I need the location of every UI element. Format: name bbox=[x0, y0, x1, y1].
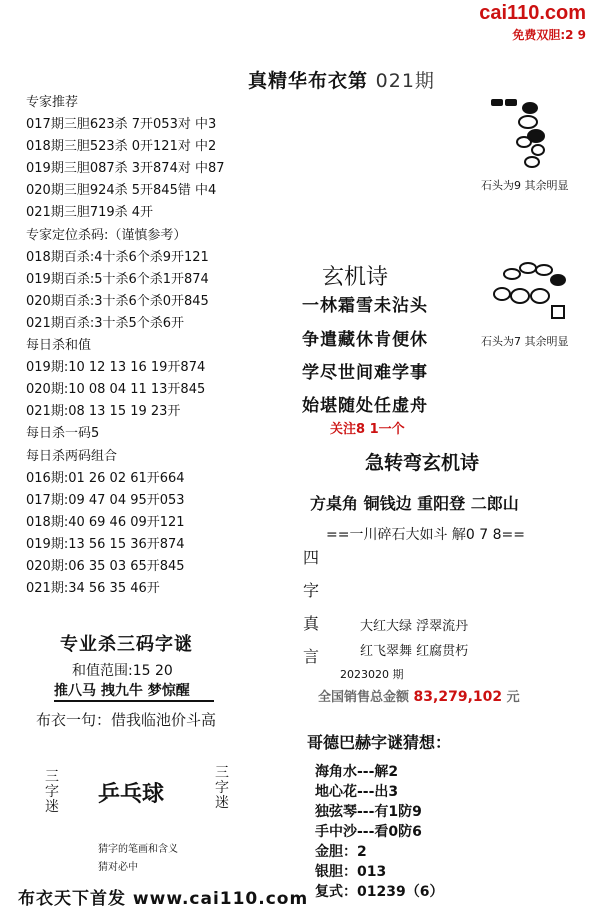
list-item: 专家推荐 bbox=[26, 95, 79, 110]
yiju-line: 布衣一句：借我临池价斗高 bbox=[36, 711, 217, 729]
guanzhu-text: 关注8 1一个 bbox=[330, 422, 405, 437]
gdbh-line: 金胆：2 bbox=[315, 844, 367, 860]
tui-line: 推八马 拽九牛 梦惊醒 bbox=[54, 680, 214, 702]
sales-issue: 2023020 期 bbox=[340, 668, 404, 681]
special-title: 专业杀三码字谜 bbox=[60, 634, 193, 655]
gdbh-line: 地心花---出3 bbox=[315, 784, 399, 800]
gdbh-line: 手中沙---看0防6 bbox=[315, 824, 422, 840]
list-item: 专家定位杀码:（谨慎参考） bbox=[26, 227, 187, 243]
list-item: 019期:13 56 15 36开874 bbox=[26, 536, 185, 552]
gdbh-line: 独弦琴---有1防9 bbox=[315, 804, 422, 820]
list-item: 017期三胆623杀 7开053对 中3 bbox=[26, 117, 217, 133]
left-list bbox=[26, 92, 276, 600]
list-item: 018期百杀:4十杀6个杀9开121 bbox=[26, 249, 209, 265]
list-item: 020期:10 08 04 11 13开845 bbox=[26, 382, 206, 398]
riddle-hint-1: 猜字的笔画和含义 bbox=[98, 844, 178, 855]
list-item: 019期百杀:5十杀6个杀1开874 bbox=[26, 271, 209, 287]
footer-text: 布衣天下首发 www.cai110.com bbox=[18, 889, 309, 909]
gdbh-line: 海角水---解2 bbox=[315, 764, 399, 780]
sizi-char: 字 bbox=[303, 581, 320, 600]
list-item: 019期:10 12 13 16 19开874 bbox=[26, 360, 206, 376]
gdbh-line: 银胆：013 bbox=[315, 864, 387, 880]
jizhuan-title: 急转弯玄机诗 bbox=[365, 452, 480, 474]
list-item: 021期三胆719杀 4开 bbox=[26, 205, 154, 221]
list-item: 020期:06 35 03 65开845 bbox=[26, 558, 185, 574]
poem-line: 一林霜雪未沾头 bbox=[302, 296, 428, 316]
list-item: 每日杀和值 bbox=[26, 338, 92, 354]
sales-amount: 83,279,102 bbox=[413, 689, 503, 705]
poem-line: 学尽世间难学事 bbox=[302, 363, 428, 383]
list-item: 018期三胆523杀 0开121对 中2 bbox=[26, 139, 217, 155]
list-item: 020期百杀:3十杀6个杀0开845 bbox=[26, 293, 209, 309]
list-item: 021期百杀:3十杀5个杀6开 bbox=[26, 315, 185, 331]
jizhuan-words: 方桌角 铜钱边 重阳登 二郎山 bbox=[310, 494, 519, 513]
gdbh-line: 复式：01239（6） bbox=[315, 884, 444, 900]
jizhuan-chuan: ==一川碎石大如斗 解0 7 8== bbox=[326, 527, 525, 543]
site-logo: cai110.com bbox=[479, 2, 586, 24]
list-item: 021期:08 13 15 19 23开 bbox=[26, 404, 181, 420]
list-item: 每日杀两码组合 bbox=[26, 448, 118, 464]
riddle-right-label: 三字迷 bbox=[215, 765, 229, 811]
sales-label: 全国销售总金额 bbox=[318, 690, 410, 705]
hezhi-range: 和值范围:15 20 bbox=[72, 663, 173, 679]
stones-caption-1: 石头为9 其余明显 bbox=[481, 179, 569, 192]
list-item: 每日杀一码5 bbox=[26, 426, 100, 442]
title-issue: 021期 bbox=[375, 70, 435, 92]
riddle-hint-2: 猜对必中 bbox=[98, 862, 138, 873]
title-main: 真精华布衣第 bbox=[248, 70, 369, 92]
list-item: 021期:34 56 35 46开 bbox=[26, 581, 160, 597]
stones-caption-2: 石头为7 其余明显 bbox=[481, 335, 569, 348]
poem-line: 始堪随处任虚舟 bbox=[302, 396, 428, 416]
riddle-answer: 乒乓球 bbox=[98, 781, 165, 807]
stones-picture-2 bbox=[490, 256, 576, 326]
free-pick: 免费双胆:2 9 bbox=[512, 28, 586, 42]
page-title bbox=[248, 66, 435, 93]
sizi-char: 真 bbox=[303, 614, 320, 633]
poem-line: 争遣藏休肯便休 bbox=[302, 330, 428, 350]
stones-picture-1 bbox=[490, 96, 570, 172]
sizi-char: 四 bbox=[303, 548, 320, 567]
sizi-line-1: 大红大绿 浮翠流丹 bbox=[360, 619, 469, 634]
sales-line bbox=[318, 686, 520, 705]
list-item: 019期三胆087杀 3开874对 中87 bbox=[26, 161, 225, 177]
sizi-char: 言 bbox=[303, 647, 320, 666]
list-item: 017期:09 47 04 95开053 bbox=[26, 492, 185, 508]
list-item: 020期三胆924杀 5开845错 中4 bbox=[26, 183, 217, 199]
sales-unit: 元 bbox=[506, 690, 520, 705]
gdbh-title: 哥德巴赫字谜猜想： bbox=[307, 733, 452, 752]
list-item: 018期:40 69 46 09开121 bbox=[26, 514, 185, 530]
list-item: 016期:01 26 02 61开664 bbox=[26, 470, 185, 486]
riddle-left-label: 三字迷 bbox=[45, 769, 59, 815]
xuanji-title: 玄机诗 bbox=[322, 265, 389, 290]
sizi-line-2: 红飞翠舞 红腐贯朽 bbox=[360, 644, 469, 659]
